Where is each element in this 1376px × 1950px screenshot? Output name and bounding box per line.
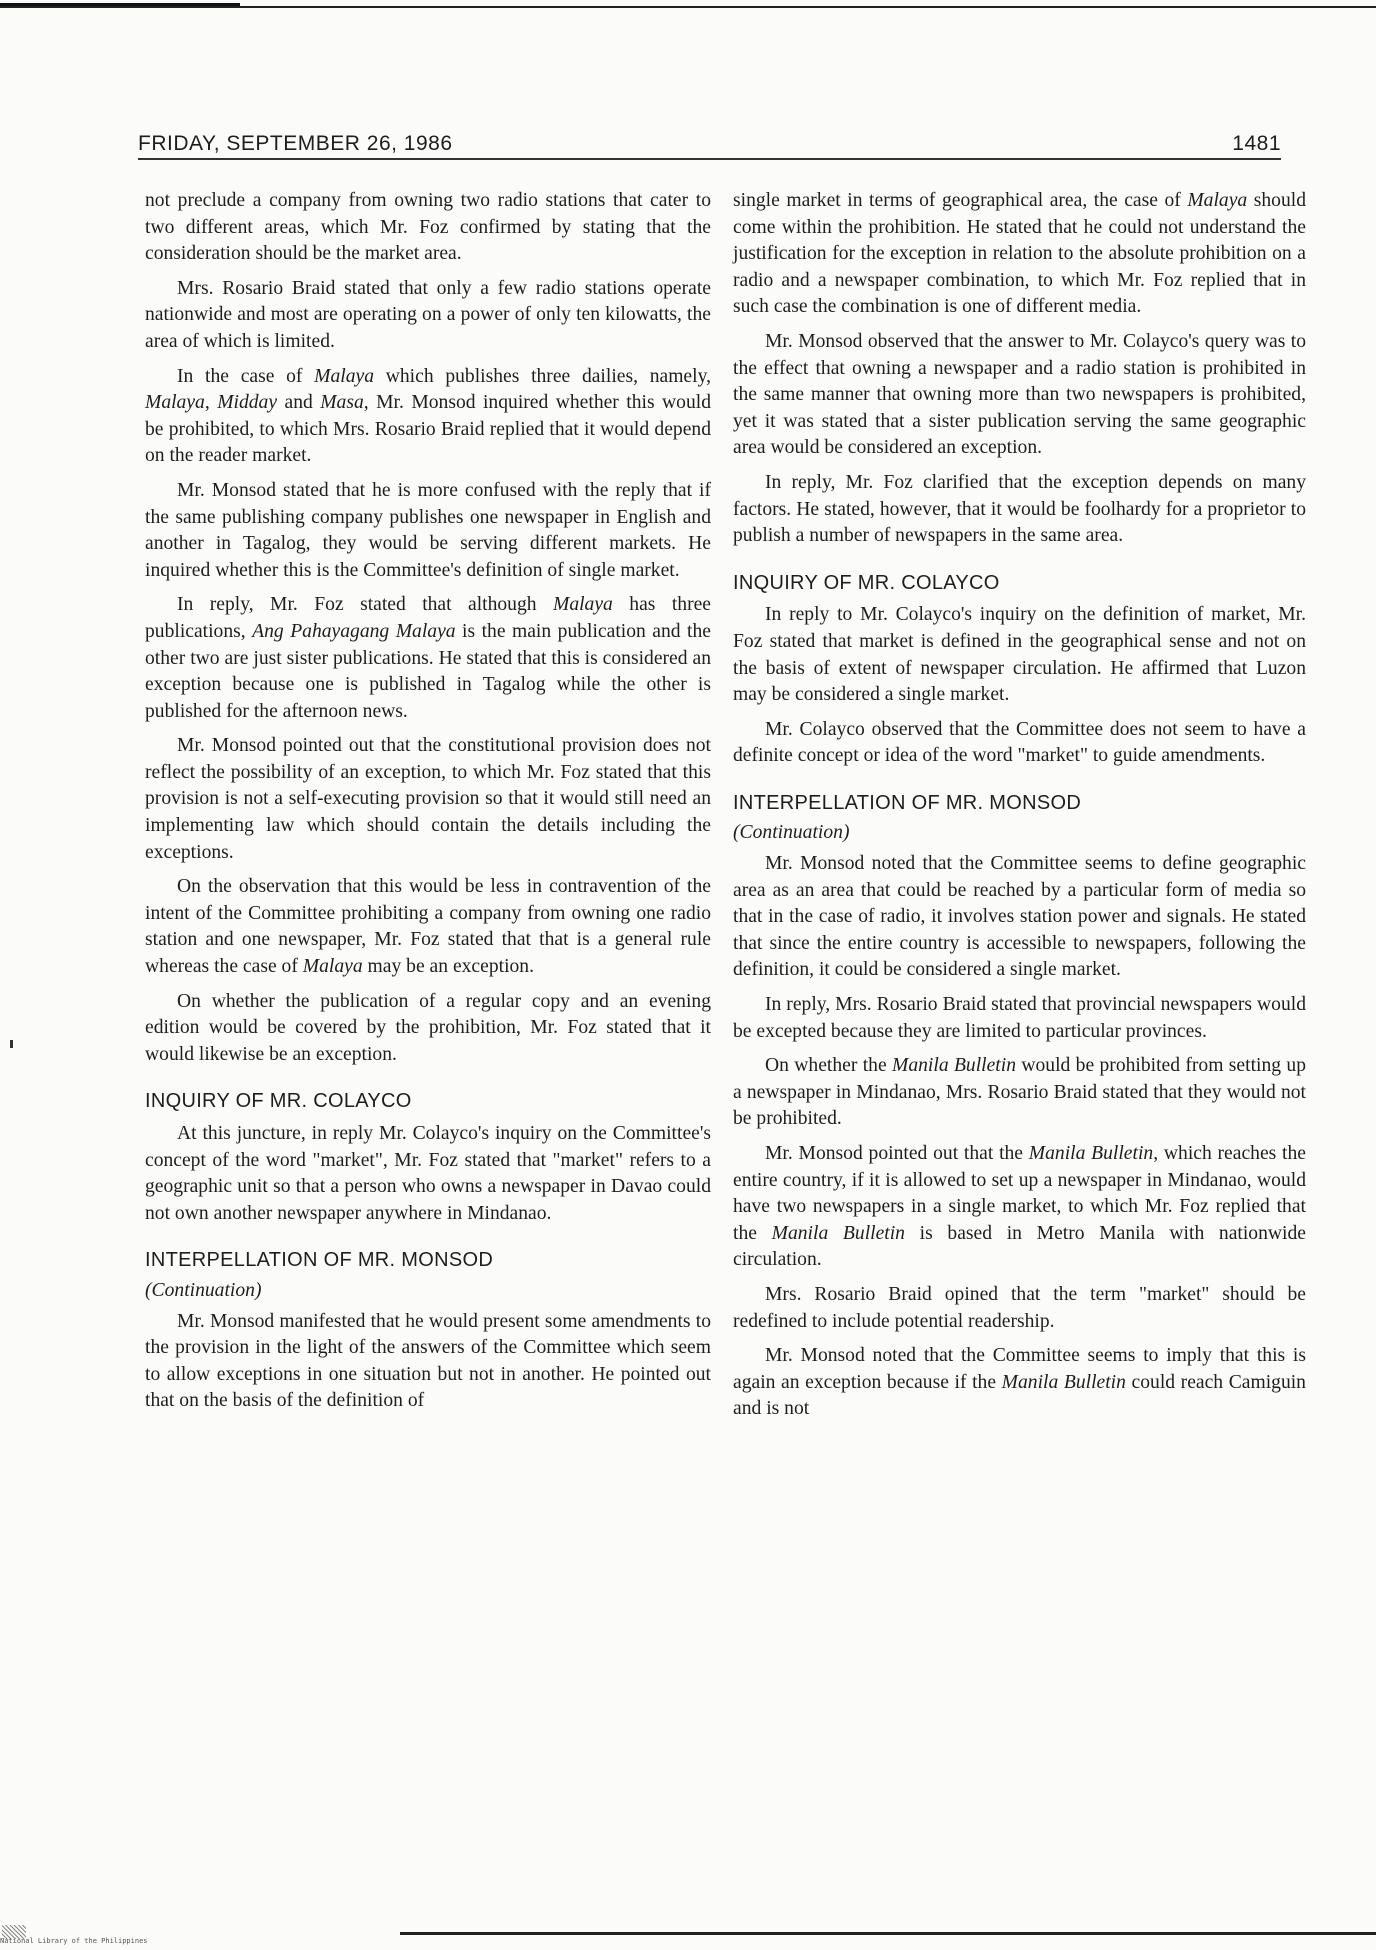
left-column — [145, 188, 711, 1423]
paragraph: Mr. Monsod stated that he is more confused with the reply that if the same publishing company publishes one newspaper in English and another in Tagalog, they would be serving different markets. He inquired whether this is the Committee's definition of single market. — [145, 479, 711, 581]
paragraph: On whether the Manila Bulletin would be prohibited from setting up a newspaper in Mindanao, Mrs. Rosario Braid stated that they would not be prohibited. — [733, 1055, 1306, 1130]
page-number: 1481 — [1232, 132, 1281, 155]
paragraph: Mr. Colayco observed that the Committee does not seem to have a definite concept or idea of the word "market" to guide amendments. — [733, 718, 1306, 767]
paragraph: Mrs. Rosario Braid stated that only a few radio stations operate nationwide and most are operating on a power of only ten kilowatts, the area of which is limited. — [145, 277, 711, 352]
section-heading: INTERPELLATION OF MR. MONSOD — [733, 791, 1082, 814]
paragraph: On whether the publication of a regular copy and an evening edition would be covered by the prohibition, Mr. Foz stated that it would likewise be an exception. — [145, 990, 711, 1065]
scan-speck — [10, 1040, 13, 1048]
paragraph: not preclude a company from owning two radio stations that cater to two different areas, which Mr. Foz confirmed by stating that the consideration should be the market area. — [145, 190, 711, 265]
section-subheading: (Continuation) — [733, 822, 850, 844]
section-heading: INTERPELLATION OF MR. MONSOD — [145, 1249, 494, 1272]
paragraph: In reply, Mr. Foz clarified that the exception depends on many factors. He stated, however, that it would be foolhardy for a proprietor to publish a number of newspapers in the same area. — [733, 471, 1306, 547]
paragraph: Mr. Monsod noted that the Committee seems to define geographic area as an area that could be reached by a particular form of media so that in the case of radio, it involves station power and signals. He stated that since the entire country is accessible to newspapers, following the definition, it could be considered a single market. — [733, 853, 1306, 981]
paragraph: Mr. Monsod pointed out that the Manila Bulletin, which reaches the entire country, if it is allowed to set up a newspaper in Mindanao, would have two newspapers in a single market, to which Mr. Foz replied that the Manila Bulletin is based in Metro Manila with nationwide circulation. — [733, 1143, 1306, 1271]
paragraph: Mrs. Rosario Braid opined that the term "market" should be redefined to include potential readership. — [733, 1283, 1306, 1332]
section-heading: INQUIRY OF MR. COLAYCO — [145, 1090, 412, 1113]
paragraph: In reply, Mr. Foz stated that although Malaya has three publications, Ang Pahayagang Malaya is the main publication and the other two are just sister publications. He stated that this is considered an exception because one is published in Tagalog while the other is published for the afternoon news. — [145, 594, 711, 722]
paragraph: Mr. Monsod manifested that he would present some amendments to the provision in the light of the answers of the Committee which seem to allow exceptions in one situation but not in another. He pointed out that on the basis of the definition of — [145, 1310, 711, 1412]
scan-bottom-rule — [400, 1932, 1376, 1935]
right-column — [733, 188, 1306, 1431]
page-header — [138, 132, 1281, 158]
paragraph: Mr. Monsod observed that the answer to Mr. Colayco's query was to the effect that owning a newspaper and a radio station is prohibited in the same manner that owning more than two newspapers is prohibited, yet it was stated that a sister publication serving the same geographic area would be considered an exception. — [733, 330, 1306, 459]
paragraph: At this juncture, in reply Mr. Colayco's inquiry on the Committee's concept of the word "market", Mr. Foz stated that "market" refers to a geographic unit so that a person who owns a newspaper in Davao could not own another newspaper anywhere in Mindanao. — [145, 1123, 711, 1224]
paragraph: In reply to Mr. Colayco's inquiry on the definition of market, Mr. Foz stated that market is defined in the geographical sense and not on the basis of extent of newspaper circulation. He affirmed that Luzon may be considered a single market. — [733, 604, 1306, 706]
header-date: FRIDAY, SEPTEMBER 26, 1986 — [138, 132, 453, 155]
paragraph: Mr. Monsod pointed out that the constitutional provision does not reflect the possibility of an exception, to which Mr. Foz stated that this provision is not a self-executing provision so that it would still need an implementing law which should contain the details including the exceptions. — [145, 735, 711, 863]
scan-footer-text: National Library of the Philippines — [0, 1937, 148, 1945]
paragraph: On the observation that this would be less in contravention of the intent of the Committee prohibiting a company from owning one radio station and one newspaper, Mr. Foz stated that that is a general rule whereas the case of Malaya may be an exception. — [145, 876, 711, 978]
section-subheading: (Continuation) — [145, 1279, 262, 1301]
section-heading: INQUIRY OF MR. COLAYCO — [733, 571, 1000, 594]
header-rule — [138, 158, 1281, 160]
scan-footer — [0, 1925, 380, 1945]
paragraph: In reply, Mrs. Rosario Braid stated that provincial newspapers would be excepted because they are limited to particular provinces. — [733, 994, 1306, 1042]
paragraph: single market in terms of geographical area, the case of Malaya should come within the prohibition. He stated that he could not understand the justification for the exception in relation to the absolute prohibition on a radio and a newspaper combination, to which Mr. Foz replied that in such case the combination is one of different media. — [733, 190, 1306, 318]
scan-top-rule — [0, 6, 1376, 8]
paragraph: Mr. Monsod noted that the Committee seems to imply that this is again an exception because if the Manila Bulletin could reach Camiguin and is not — [733, 1345, 1306, 1420]
paragraph: In the case of Malaya which publishes three dailies, namely, Malaya, Midday and Masa, Mr. Monsod inquired whether this would be prohibited, to which Mrs. Rosario Braid replied that it would depend on the reader market. — [145, 365, 712, 467]
